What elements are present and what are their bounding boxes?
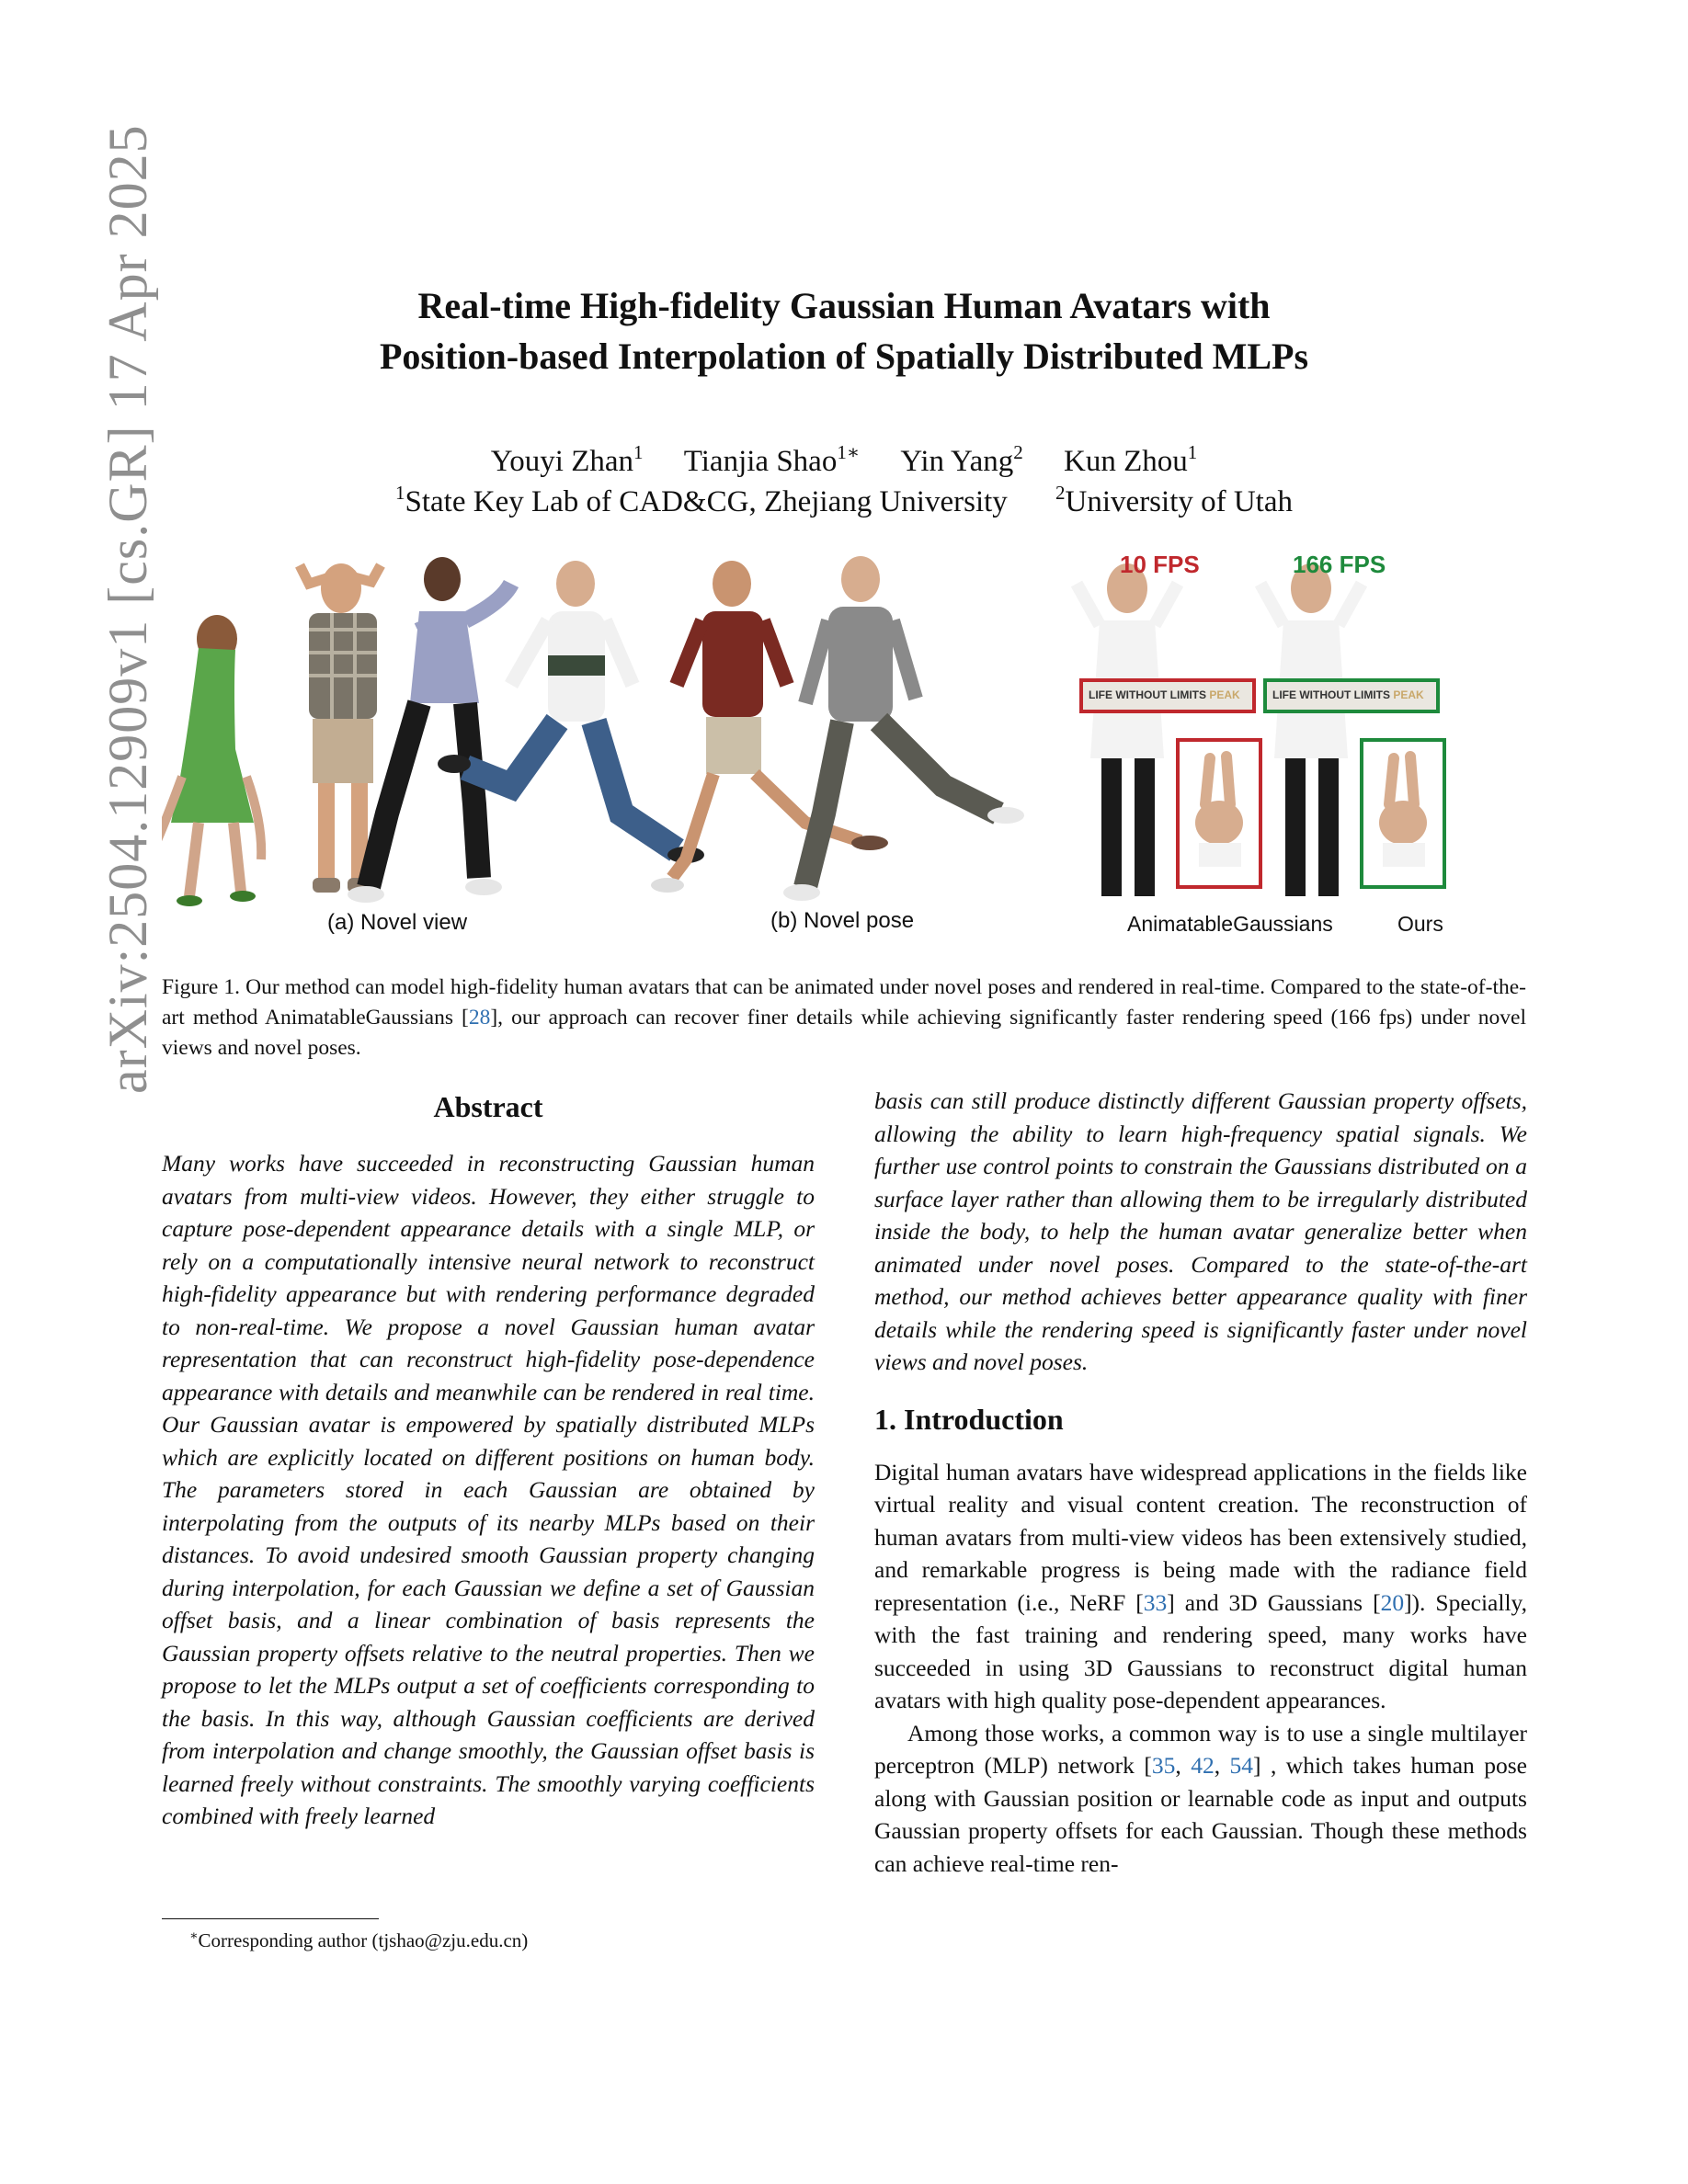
paper-title: [165, 280, 1523, 381]
citation-link[interactable]: 33: [1143, 1588, 1168, 1616]
title-line-1: Real-time High-fidelity Gaussian Human Avatars with: [417, 285, 1271, 326]
citation-link[interactable]: 20: [1380, 1588, 1405, 1616]
baseline-shirt-text: LIFE WITHOUT LIMITS PEAK: [1089, 688, 1240, 701]
ours-label: Ours: [1397, 912, 1443, 936]
title-line-2: Position-based Interpolation of Spatially Distributed MLPs: [379, 336, 1309, 377]
intro-paragraph-2: Among those works, a common way is to use a single multilayer perceptron (MLP) network [35, 42, 54] , which takes human pose along with Gaussian position or learnable code as input and outputs Gaussian property offsets for each Gaussian. Though these methods can achieve real-time ren-: [874, 1719, 1527, 1877]
affiliation: $^2$University of Utah: [1055, 482, 1293, 518]
left-column: [162, 1085, 815, 1833]
abstract-text-continued: basis can still produce distinctly different Gaussian property offsets, allowing the ability to learn high-frequency spatial signals. We further use control points to constrain the Gaussians distributed on a surface layer rather than allowing them to be irregularly distributed inside the body, to help the human avatar generalize better when animated under novel poses. Compared to the state-of-the-art method, our method achieves better appearance quality with finer details while the rendering speed is significantly faster under novel views and novel poses.: [874, 1087, 1527, 1375]
ours-shirt-text: LIFE WITHOUT LIMITS PEAK: [1272, 688, 1424, 701]
right-column: [874, 1085, 1527, 1880]
baseline-hand-zoom-box: [1178, 740, 1260, 887]
avatar-figure-baseline: [1077, 563, 1178, 896]
author: Tianjia Shao$^{1∗}$: [683, 441, 861, 478]
author: Yin Yang$^2$: [900, 441, 1023, 478]
author: Kun Zhou$^1$: [1063, 441, 1198, 478]
footnote: ∗Corresponding author (tjshao@zju.edu.cn): [189, 1929, 529, 1951]
ours-fps-label: 166 FPS: [1293, 551, 1386, 578]
avatar-figure-ours: [1260, 563, 1362, 896]
citation-link[interactable]: 42: [1191, 1752, 1215, 1779]
arxiv-stamp: arXiv:2504.12909v1 [cs.GR] 17 Apr 2025: [97, 124, 158, 1094]
citation-link[interactable]: 54: [1229, 1752, 1254, 1779]
abstract-heading: Abstract: [433, 1090, 543, 1123]
avatar-figure-kick-3: [783, 556, 1024, 901]
baseline-fps-label: 10 FPS: [1120, 551, 1200, 578]
section-heading-introduction: 1. Introduction: [874, 1402, 1064, 1436]
ours-hand-zoom-box: [1362, 740, 1444, 887]
figure-caption: Figure 1. Our method can model high-fidelity human avatars that can be animated under novel poses and rendered in real-time. Compared to the state-of-the-art method AnimatableGaussians [28], our approach can recover finer details while achieving significantly faster rendering speed (166 fps) under novel views and novel poses.: [162, 975, 1526, 1060]
affiliation: $^1$State Key Lab of CAD&CG, Zhejiang University: [395, 482, 1008, 518]
teaser-illustration: [162, 547, 1526, 951]
citation-link[interactable]: 35: [1151, 1752, 1176, 1779]
novel-view-label: (a) Novel view: [327, 910, 468, 935]
affiliation-list: [165, 482, 1523, 522]
novel-pose-label: (b) Novel pose: [770, 908, 915, 933]
abstract-text: Many works have succeeded in reconstructing Gaussian human avatars from multi-view videos. However, they either struggle to capture pose-dependent appearance details with a single MLP, or rely on a computationally intensive neural network to reconstruct high-fidelity appearance but with rendering performance degraded to non-real-time. We propose a novel Gaussian human avatar representation that can reconstruct high-fidelity pose-dependence appearance with details and meanwhile can be rendered in real time. Our Gaussian avatar is empowered by spatially distributed MLPs which are explicitly located on different positions on human body. The parameters stored in each Gaussian are obtained by interpolating from the outputs of its nearby MLPs based on their distances. To avoid undesired smooth Gaussian property changing during interpolation, for each Gaussian we define a set of Gaussian offset basis, and a linear combination of basis represents the Gaussian property offsets relative to the neutral properties. Then we propose to let the MLPs output a set of coefficients corresponding to the basis. In this way, although Gaussian coefficients are derived from interpolation and change smoothly, the Gaussian offset basis is learned freely without constraints. The smoothly varying coefficients combined with freely learned: [162, 1150, 815, 1829]
footnote-rule: [162, 1918, 379, 1919]
author-list: [165, 441, 1523, 482]
baseline-label: AnimatableGaussians: [1127, 912, 1333, 936]
teaser-figure: [162, 547, 1526, 951]
intro-paragraph-1: Digital human avatars have widespread applications in the fields like virtual reality and visual content creation. The reconstruction of human avatars from multi-view videos has been extensively studied, and remarkable progress is being made with the radiance field representation (i.e., NeRF [33] and 3D Gaussians [20]). Specially, with the fast training and rendering speed, many works have succeeded in using 3D Gaussians to reconstruct digital human avatars with high quality pose-dependent appearances.: [874, 1458, 1528, 1713]
citation-link[interactable]: 28: [468, 1006, 491, 1029]
avatar-figure-green-dress: [162, 615, 261, 906]
author: Youyi Zhan$^1$: [490, 441, 644, 478]
